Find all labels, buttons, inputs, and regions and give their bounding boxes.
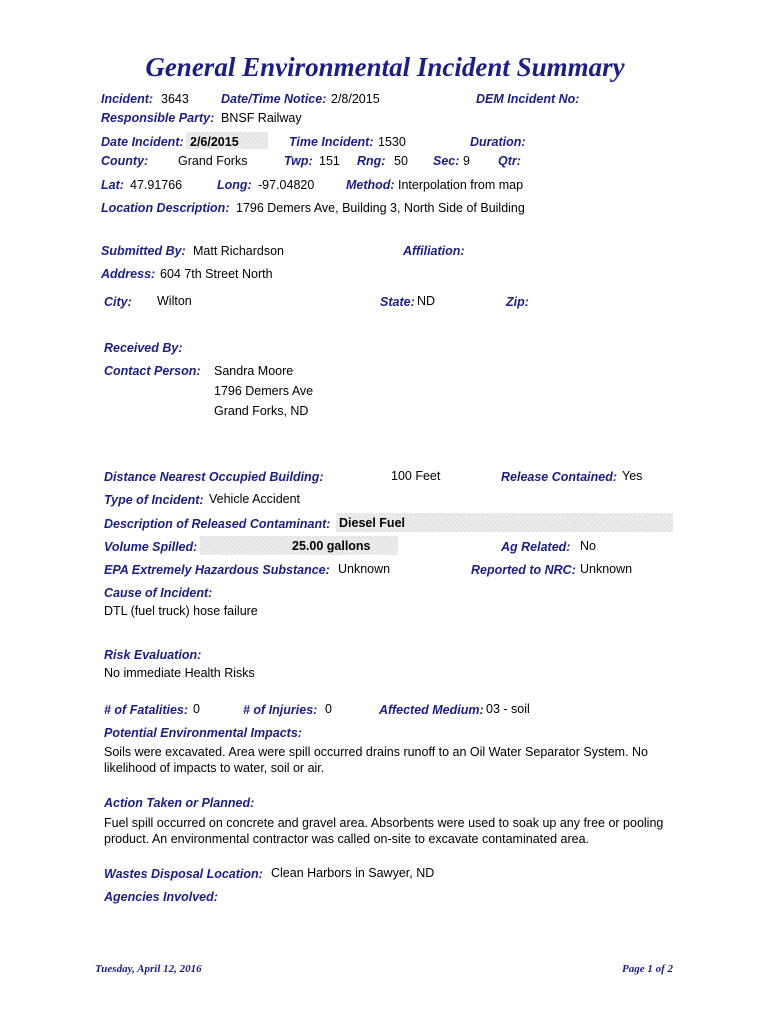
agencies-label: Agencies Involved:: [104, 890, 218, 904]
twp-label: Twp:: [284, 154, 313, 168]
state-value: ND: [417, 294, 436, 308]
contact-label: Contact Person:: [104, 364, 201, 378]
method-label: Method:: [346, 178, 395, 192]
notice-value: 2/8/2015: [331, 92, 380, 106]
location-label: Location Description:: [101, 201, 230, 215]
state-label: State:: [380, 295, 415, 309]
submitted-value: Matt Richardson: [193, 244, 285, 258]
fatalities-label: # of Fatalities:: [104, 703, 189, 717]
contact-line-3: Grand Forks, ND: [214, 404, 309, 418]
lat-label: Lat:: [101, 178, 124, 192]
medium-label: Affected Medium:: [379, 703, 484, 717]
distance-value: 100 Feet: [391, 469, 441, 483]
city-value: Wilton: [157, 294, 192, 308]
page-title: General Environmental Incident Summary: [145, 52, 625, 82]
dem-label: DEM Incident No:: [476, 92, 580, 106]
long-value: -97.04820: [258, 178, 315, 192]
county-label: County:: [101, 154, 149, 168]
nrc-label: Reported to NRC:: [471, 563, 576, 577]
ag-related-value: No: [580, 539, 596, 553]
epa-value: Unknown: [338, 562, 391, 576]
epa-label: EPA Extremely Hazardous Substance:: [104, 563, 330, 577]
injuries-label: # of Injuries:: [243, 703, 318, 717]
ag-related-label: Ag Related:: [501, 540, 571, 554]
incident-label: Incident:: [101, 92, 154, 106]
responsible-value: BNSF Railway: [221, 111, 302, 125]
time-incident-value: 1530: [378, 135, 406, 149]
impacts-value: Soils were excavated. Area were spill occurred drains runoff to an Oil Water Separator System. No likelihood of impacts to water, soil or air.: [104, 745, 648, 775]
contaminant-value: Diesel Fuel: [339, 516, 405, 530]
qtr-label: Qtr:: [498, 154, 521, 168]
wastes-label: Wastes Disposal Location:: [104, 867, 263, 881]
nrc-value: Unknown: [580, 562, 633, 576]
impacts-label: Potential Environmental Impacts:: [104, 726, 302, 740]
footer-page: Page 1 of 2: [622, 963, 674, 975]
city-label: City:: [104, 295, 132, 309]
contact-line-2: 1796 Demers Ave: [214, 384, 314, 398]
duration-label: Duration:: [470, 135, 526, 149]
injuries-value: 0: [325, 702, 332, 716]
footer-date: Tuesday, April 12, 2016: [95, 963, 202, 975]
incident-value: 3643: [161, 92, 189, 106]
sec-value: 9: [463, 154, 470, 168]
rng-value: 50: [394, 154, 408, 168]
cause-value: DTL (fuel truck) hose failure: [104, 604, 258, 618]
sec-label: Sec:: [433, 154, 460, 168]
type-incident-value: Vehicle Accident: [209, 492, 301, 506]
time-incident-label: Time Incident:: [289, 135, 374, 149]
action-value: Fuel spill occurred on concrete and gravel area. Absorbents were used to soak up any free or pooling product. An environmental contractor was called on-site to excavate contaminated area.: [104, 816, 664, 846]
location-value: 1796 Demers Ave, Building 3, North Side of Building: [236, 201, 525, 215]
release-contained-value: Yes: [622, 469, 643, 483]
affiliation-label: Affiliation:: [403, 244, 465, 258]
address-value: 604 7th Street North: [160, 267, 273, 281]
rng-label: Rng:: [357, 154, 386, 168]
method-value: Interpolation from map: [398, 178, 524, 192]
medium-value: 03 - soil: [486, 702, 530, 716]
submitted-label: Submitted By:: [101, 244, 186, 258]
county-value: Grand Forks: [178, 154, 248, 168]
fatalities-value: 0: [193, 702, 200, 716]
notice-label: Date/Time Notice:: [221, 92, 327, 106]
lat-value: 47.91766: [130, 178, 183, 192]
volume-value: 25.00 gallons: [292, 539, 371, 553]
long-label: Long:: [217, 178, 252, 192]
zip-label: Zip:: [506, 295, 529, 309]
release-contained-label: Release Contained:: [501, 470, 618, 484]
received-label: Received By:: [104, 341, 183, 355]
responsible-label: Responsible Party:: [101, 111, 215, 125]
risk-value: No immediate Health Risks: [104, 666, 255, 680]
risk-label: Risk Evaluation:: [104, 648, 202, 662]
date-incident-label: Date Incident:: [101, 135, 184, 149]
date-incident-value: 2/6/2015: [190, 135, 239, 149]
action-label: Action Taken or Planned:: [104, 796, 255, 810]
contact-line-1: Sandra Moore: [214, 364, 294, 378]
cause-label: Cause of Incident:: [104, 586, 213, 600]
address-label: Address:: [101, 267, 156, 281]
wastes-value: Clean Harbors in Sawyer, ND: [271, 866, 435, 880]
distance-label: Distance Nearest Occupied Building:: [104, 470, 324, 484]
volume-label: Volume Spilled:: [104, 540, 198, 554]
contaminant-label: Description of Released Contaminant:: [104, 517, 331, 531]
type-incident-label: Type of Incident:: [104, 493, 204, 507]
twp-value: 151: [319, 154, 340, 168]
